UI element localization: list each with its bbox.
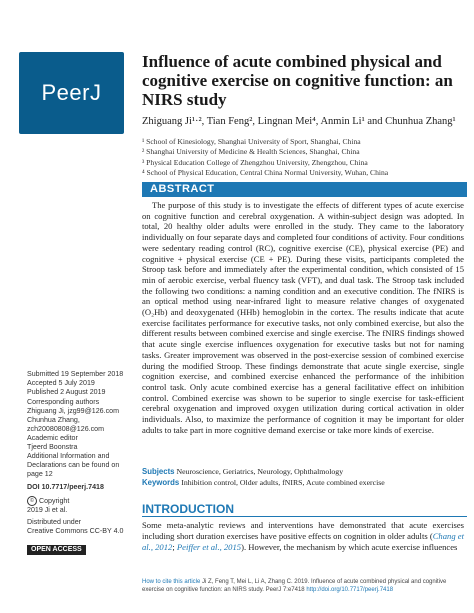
introduction-heading: INTRODUCTION [142, 502, 234, 516]
abstract-body [142, 200, 464, 435]
abstract-heading: ABSTRACT [150, 183, 215, 195]
corr-author-1[interactable]: Zhiguang Ji, jzg99@126.com [27, 407, 119, 415]
abstract-paragraph: The purpose of this study is to investigate the effects of different types of acute exercise on cognitive function and cerebral oxygenation. A within-subject design was adopted. In total, 20 healthy older adults were enrolled in the study. They came to the laboratory individually on four separate days and completed four conditions of activity. Four conditions were sedentary reading control (RC), cognitive exercise (CE), physical exercise (PE) and cognitive + physical exercise (CE + PE). During these visits, participants completed the Stroop task before and immediately after the experimental condition, which consisted of 15 min of aerobic exercise, verbal fluency task (VFT), and dual task. The Stroop task included the following two conditions: a naming condition and an executive condition. The fNIRS is an optical method using near-infrared light to measure relative changes of oxygenated (O₂Hb) and deoxygenated (HHb) hemoglobin in the cortex. The results indicate that acute exercise facilitates performance for executive tasks, not only combined exercise, but also the different results between combined exercise and single exercise. The fNIRS findings showed that acute single exercise influences oxygenation for executive tasks but not for naming tasks. Greater improvement was observed in the post-exercise session of combined exercise during the modified Stroop. These findings demonstrate that acute single exercise, single cognition exercise, and combined exercise enhanced the performance of the inhibition control task. Only acute combined exercise has a general facilitative effect on inhibition control. Combined exercise was shown to be superior to single exercise for task-efficient cerebral oxygenation and improved oxygen utilization during cortical activation in older individuals. Also, to maximize the performance of cognition it may be important for older adults to take part in more cognitive demand exercise or take more kinds of exercise. [142, 200, 464, 435]
citation-text: Ji Z, Feng T, Mei L, Li A, Zhang C. 2019. Influence of acute combined physical and cognitive exercise on cognitive function: an NIRS study. PeerJ 7:e7418 [142, 579, 447, 593]
copyright [27, 496, 132, 515]
subjects-value: Neuroscience, Geriatrics, Neurology, Ophthalmology [176, 467, 344, 476]
intro-sep: ; [172, 542, 177, 552]
citation-link-peiffer[interactable]: Peiffer et al., 2015 [176, 542, 242, 552]
article-title: Influence of acute combined physical and cognitive exercise on cognitive function: an NIRS study [142, 52, 453, 109]
intro-text-after: ). However, the mechanism by which acute exercise influences [241, 542, 458, 552]
submitted-date: Submitted 19 September 2018 [27, 370, 124, 378]
author-list: Zhiguang Ji¹·², Tian Feng², Lingnan Mei⁴, Anmin Li¹ and Chunhua Zhang¹ [142, 116, 456, 127]
doi-label[interactable]: DOI 10.7717/peerj.7418 [27, 483, 104, 491]
doi-footer-link[interactable]: http://doi.org/10.7717/peerj.7418 [306, 587, 394, 593]
how-to-cite-link[interactable]: How to cite this article [142, 579, 201, 585]
subjects-line [142, 467, 467, 478]
logo-text: PeerJ [41, 80, 102, 105]
addinfo-line-2: Declarations can be found on [27, 461, 120, 469]
citation-link-chang[interactable]: Chang et al., 2012 [142, 531, 464, 552]
peerj-logo [19, 52, 124, 134]
license [27, 518, 132, 536]
keywords-label: Keywords [142, 477, 180, 487]
additional-information [27, 452, 132, 479]
addinfo-line-3: page 12 [27, 470, 53, 478]
introduction-body [142, 520, 464, 553]
license-line-2[interactable]: Creative Commons CC-BY 4.0 [27, 527, 124, 535]
copyright-line-2: 2019 Ji et al. [27, 506, 68, 514]
addinfo-line-1: Additional Information and [27, 452, 110, 460]
copyright-label: Copyright [38, 496, 70, 505]
published-date: Published 2 August 2019 [27, 388, 106, 396]
affiliation-4: ⁴ School of Physical Education, Central China Normal University, Wuhan, China [142, 168, 389, 178]
affiliation-2: ² Shanghai University of Medicine & Health Sciences, Shanghai, China [142, 147, 360, 157]
license-line-1: Distributed under [27, 518, 82, 526]
subjects-label: Subjects [142, 467, 175, 476]
corr-author-2-email[interactable]: zch20080808@126.com [27, 425, 105, 433]
open-access-badge: OPEN ACCESS [27, 545, 86, 555]
corr-heading: Corresponding authors [27, 398, 100, 406]
affiliation-1: ¹ School of Kinesiology, Shanghai University of Sport, Shanghai, China [142, 137, 361, 146]
copyright-line-1 [27, 496, 132, 506]
corresponding-authors [27, 398, 132, 434]
editor-name: Tjeerd Boonstra [27, 443, 78, 451]
academic-editor [27, 434, 132, 452]
copyright-icon: © [27, 496, 37, 506]
affiliations [142, 137, 467, 179]
publication-dates [27, 370, 132, 397]
abstract-header [142, 182, 467, 197]
affiliation-3: ³ Physical Education College of Zhengzhou University, Zhengzhou, China [142, 157, 368, 167]
section-divider [142, 516, 467, 517]
editor-heading: Academic editor [27, 434, 78, 442]
citation-footer [142, 578, 467, 594]
intro-text-before: Some meta-analytic reviews and interventions have demonstrated that acute exercises including short duration exercises have positive effects on cognition in older adults ( [142, 520, 464, 541]
accepted-date: Accepted 5 July 2019 [27, 379, 95, 387]
corr-author-2: Chunhua Zhang, [27, 416, 80, 424]
subjects-keywords [142, 467, 467, 488]
keywords-line [142, 478, 467, 489]
keywords-value: Inhibition control, Older adults, fNIRS, Acute combined exercise [181, 477, 385, 487]
